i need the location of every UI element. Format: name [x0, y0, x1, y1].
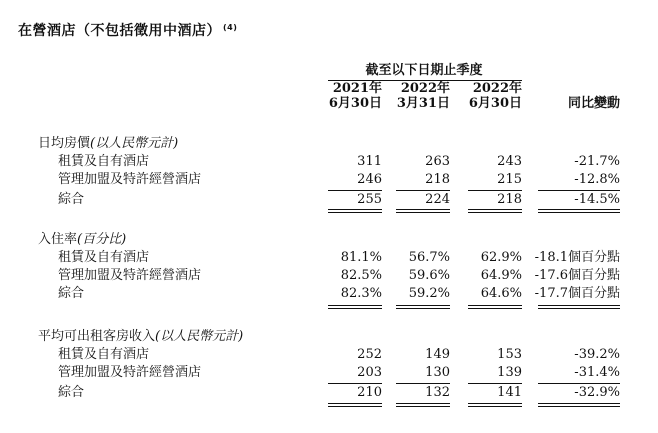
- total-double-rule: [328, 305, 382, 309]
- row-label: 租賃及自有酒店: [58, 250, 150, 265]
- total-double-rule: [468, 209, 522, 213]
- total-double-rule: [396, 403, 450, 407]
- section-title-occupancy: 入住率(百分比): [38, 232, 127, 247]
- cell-value: 149: [425, 347, 450, 362]
- cell-change: -39.2%: [574, 347, 620, 362]
- total-double-rule: [538, 209, 620, 213]
- cell-value: 311: [357, 154, 382, 169]
- col-year-2: 2022年: [400, 81, 450, 96]
- cell-value: 139: [497, 365, 522, 380]
- subtotal-rule: [538, 383, 620, 384]
- row-label: 管理加盟及特許經營酒店: [58, 172, 202, 187]
- cell-change: -31.4%: [574, 365, 620, 380]
- cell-value: 81.1%: [340, 250, 382, 265]
- total-double-rule: [396, 209, 450, 213]
- cell-value: 255: [357, 192, 382, 207]
- title-text: 在營酒店（不包括徵用中酒店）: [18, 23, 221, 39]
- row-label: 租賃及自有酒店: [58, 154, 150, 169]
- total-double-rule: [468, 403, 522, 407]
- subtotal-rule: [396, 383, 450, 384]
- cell-value: 132: [425, 385, 450, 400]
- cell-value: 218: [497, 192, 522, 207]
- title-footnote-marker: (4): [223, 23, 238, 32]
- col-year-1: 2021年: [332, 81, 382, 96]
- cell-change: -14.5%: [574, 192, 620, 207]
- col-date-2: 3月31日: [396, 96, 450, 111]
- cell-value: 210: [357, 385, 382, 400]
- cell-value: 64.9%: [480, 268, 522, 283]
- col-date-1: 6月30日: [328, 96, 382, 111]
- total-double-rule: [328, 209, 382, 213]
- row-label: 管理加盟及特許經營酒店: [58, 268, 202, 283]
- col-year-3: 2022年: [472, 81, 522, 96]
- cell-change: -17.6個百分點: [534, 268, 620, 283]
- cell-value: 82.3%: [340, 286, 382, 301]
- cell-value: 224: [425, 192, 450, 207]
- cell-value: 56.7%: [408, 250, 450, 265]
- cell-value: 252: [357, 347, 382, 362]
- subtotal-rule: [328, 190, 382, 191]
- cell-change: -12.8%: [574, 172, 620, 187]
- cell-value: 218: [425, 172, 450, 187]
- cell-value: 62.9%: [480, 250, 522, 265]
- cell-value: 130: [425, 365, 450, 380]
- subtotal-rule: [328, 383, 382, 384]
- row-label: 管理加盟及特許經營酒店: [58, 365, 202, 380]
- row-label: 租賃及自有酒店: [58, 347, 150, 362]
- page-title: [18, 20, 237, 40]
- cell-value: 59.6%: [408, 268, 450, 283]
- cell-value: 64.6%: [480, 286, 522, 301]
- total-double-rule: [328, 403, 382, 407]
- cell-value: 246: [357, 172, 382, 187]
- row-label: 綜合: [58, 385, 85, 400]
- total-double-rule: [538, 403, 620, 407]
- cell-value: 243: [497, 154, 522, 169]
- col-yoy-change: 同比變動: [567, 96, 620, 111]
- total-double-rule: [538, 305, 620, 309]
- col-date-3: 6月30日: [468, 96, 522, 111]
- section-title-revpar: 平均可出租客房收入(以人民幣元計): [38, 329, 244, 344]
- period-span-label: 截至以下日期止季度: [365, 63, 483, 78]
- cell-value: 153: [497, 347, 522, 362]
- cell-change: -18.1個百分點: [534, 250, 620, 265]
- cell-value: 141: [497, 385, 522, 400]
- cell-change: -17.7個百分點: [534, 286, 620, 301]
- subtotal-rule: [468, 190, 522, 191]
- row-label: 綜合: [58, 286, 85, 301]
- subtotal-rule: [538, 190, 620, 191]
- cell-value: 203: [357, 365, 382, 380]
- row-label: 綜合: [58, 192, 85, 207]
- cell-value: 59.2%: [408, 286, 450, 301]
- cell-change: -21.7%: [574, 154, 620, 169]
- subtotal-rule: [396, 190, 450, 191]
- subtotal-rule: [468, 383, 522, 384]
- cell-change: -32.9%: [574, 385, 620, 400]
- total-double-rule: [468, 305, 522, 309]
- cell-value: 82.5%: [340, 268, 382, 283]
- cell-value: 263: [425, 154, 450, 169]
- total-double-rule: [396, 305, 450, 309]
- section-title-adr: 日均房價(以人民幣元計): [38, 136, 179, 151]
- cell-value: 215: [497, 172, 522, 187]
